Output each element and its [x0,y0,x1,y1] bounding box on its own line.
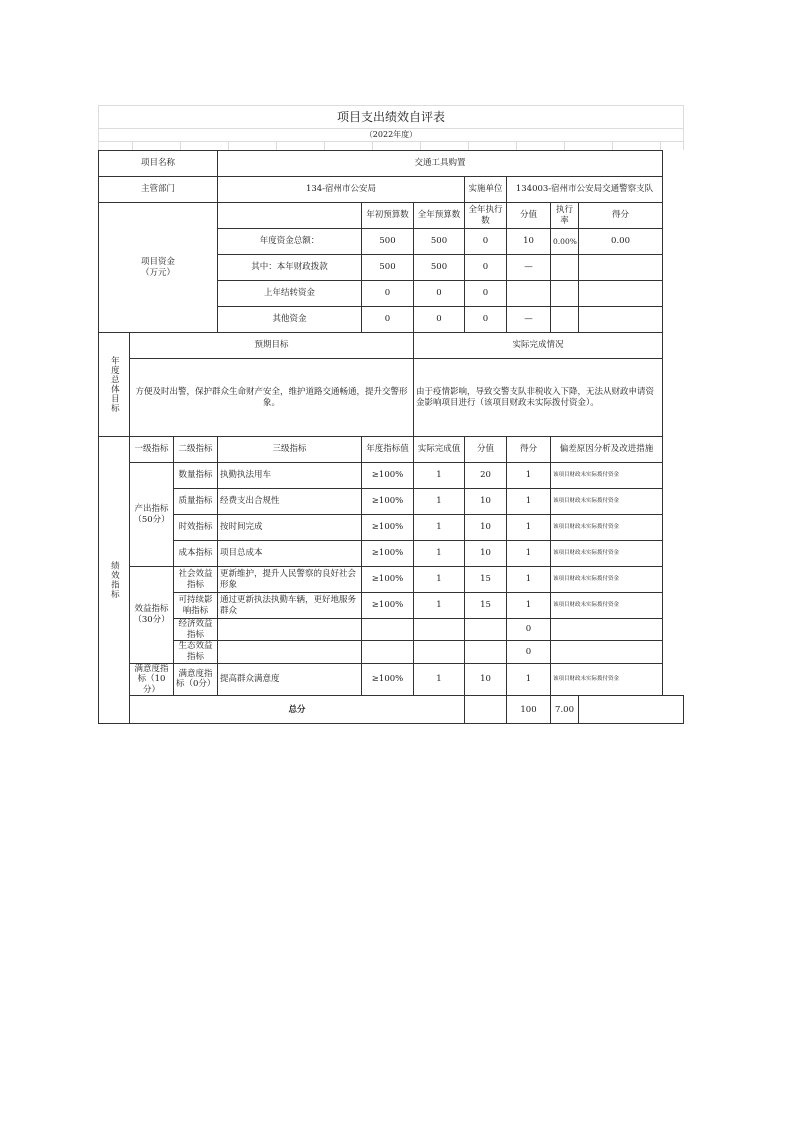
perf-score: 1 [507,489,551,515]
funds-row-rate [551,255,579,281]
perf-score-val: 10 [465,515,507,541]
perf-actual [414,619,465,641]
dept-value: 134-宿州市公安局 [218,177,465,203]
perf-score: 1 [507,593,551,619]
perf-target: ≥100% [362,463,414,489]
funds-label-line1: 项目资金 [141,256,176,267]
funds-row-score-val: — [507,255,551,281]
funds-row-annual: 500 [414,255,465,281]
perf-reason: 该项目财政未实际拨付资金 [551,567,663,593]
perf-score: 0 [507,641,551,663]
perf-l3: 更新维护，提升人民警察的良好社会形象 [218,567,362,593]
goals-header-row [99,333,684,359]
perf-label: 绩效指标 [99,437,130,724]
perf-reason: 该项目财政未实际拨付资金 [551,593,663,619]
funds-row-init: 0 [362,307,414,333]
perf-group-output: 产出指标（50分） [130,463,174,567]
dept-label: 主管部门 [99,177,218,203]
perf-score-val: 10 [465,663,507,696]
perf-actual: 1 [414,489,465,515]
evaluation-table [98,150,684,724]
total-blank [465,696,507,724]
funds-header-blank [218,203,362,229]
perf-l3: 通过更新执法执勤车辆，更好地服务群众 [218,593,362,619]
funds-header-annual: 全年预算数 [414,203,465,229]
perf-header-score-val: 分值 [465,437,507,463]
perf-l2: 社会效益指标 [174,567,218,593]
perf-group-satisfaction: 满意度指标（10分） [130,663,174,696]
perf-l2: 经济效益指标 [174,619,218,641]
perf-score: 1 [507,663,551,696]
perf-target: ≥100% [362,515,414,541]
perf-score-val [465,619,507,641]
perf-target: ≥100% [362,593,414,619]
perf-reason: 该项目财政未实际拨付资金 [551,489,663,515]
perf-reason [551,641,663,663]
funds-row-init: 500 [362,229,414,255]
funds-header-row [99,203,684,229]
total-reason-blank [579,696,684,724]
funds-row-rate [551,281,579,307]
funds-row-score: 0.00 [579,229,663,255]
perf-header-l3: 三级指标 [218,437,362,463]
perf-header-score: 得分 [507,437,551,463]
funds-row-rate [551,307,579,333]
funds-row-label: 上年结转资金 [218,281,362,307]
funds-row-init: 0 [362,281,414,307]
perf-score: 0 [507,619,551,641]
goals-actual-header: 实际完成情况 [414,333,663,359]
perf-actual: 1 [414,567,465,593]
perf-header-target: 年度指标值 [362,437,414,463]
funds-row-label: 年度资金总额： [218,229,362,255]
evaluation-sheet [98,105,684,724]
project-name-label: 项目名称 [99,151,218,177]
perf-score: 1 [507,541,551,567]
perf-l3: 按时间完成 [218,515,362,541]
perf-actual: 1 [414,593,465,619]
funds-header-rate: 执行率 [551,203,579,229]
perf-target [362,641,414,663]
perf-score-val: 15 [465,593,507,619]
perf-row [99,663,684,696]
perf-target [362,619,414,641]
perf-score-val: 10 [465,541,507,567]
impl-unit-value: 134003-宿州市公安局交通警察支队 [507,177,663,203]
perf-l2: 质量指标 [174,489,218,515]
perf-score: 1 [507,515,551,541]
perf-row [99,541,684,567]
total-score-val: 100 [507,696,551,724]
funds-row-score [579,255,663,281]
blank-grid-row [98,141,684,150]
perf-row [99,619,684,641]
perf-score-val: 10 [465,489,507,515]
perf-score: 1 [507,567,551,593]
funds-row-score-val [507,281,551,307]
perf-l3: 项目总成本 [218,541,362,567]
perf-score: 1 [507,463,551,489]
perf-row [99,463,684,489]
funds-header-init: 年初预算数 [362,203,414,229]
project-name-value: 交通工具购置 [218,151,663,177]
perf-header-l2: 二级指标 [174,437,218,463]
perf-row [99,489,684,515]
perf-l3 [218,619,362,641]
funds-row-score [579,307,663,333]
perf-target: ≥100% [362,567,414,593]
perf-header-actual: 实际完成值 [414,437,465,463]
perf-reason: 该项目财政未实际拨付资金 [551,515,663,541]
perf-l3: 提高群众满意度 [218,663,362,696]
impl-unit-label: 实施单位 [465,177,507,203]
project-name-row [99,151,684,177]
perf-l2: 生态效益指标 [174,641,218,663]
perf-reason: 该项目财政未实际拨付资金 [551,463,663,489]
funds-row-exec: 0 [465,255,507,281]
perf-row [99,515,684,541]
goals-label: 年度总体目标 [99,333,130,437]
funds-row-rate: 0.00% [551,229,579,255]
perf-l3: 执勤执法用车 [218,463,362,489]
total-label: 总分 [130,696,465,724]
funds-row-annual: 0 [414,281,465,307]
goals-expected-header: 预期目标 [130,333,414,359]
perf-l3 [218,641,362,663]
perf-score-val [465,641,507,663]
department-row [99,177,684,203]
funds-row-label: 其中：本年财政拨款 [218,255,362,281]
perf-row [99,567,684,593]
perf-target: ≥100% [362,541,414,567]
funds-label [99,203,218,333]
perf-score-val: 15 [465,567,507,593]
perf-row [99,641,684,663]
perf-reason: 该项目财政未实际拨付资金 [551,541,663,567]
funds-row-score-val: 10 [507,229,551,255]
funds-row-init: 500 [362,255,414,281]
perf-actual [414,641,465,663]
perf-l2: 时效指标 [174,515,218,541]
perf-header-l1: 一级指标 [130,437,174,463]
perf-l2: 成本指标 [174,541,218,567]
perf-reason: 该项目财政未实际拨付资金 [551,663,663,696]
year-label: （2022年度） [98,128,684,141]
total-row [99,696,684,724]
perf-target: ≥100% [362,489,414,515]
total-score: 7.00 [551,696,579,724]
goals-expected-text: 方便及时出警，保护群众生命财产安全，维护道路交通畅通，提升交警形象。 [130,359,414,437]
funds-row-annual: 500 [414,229,465,255]
perf-l2: 数量指标 [174,463,218,489]
perf-actual: 1 [414,515,465,541]
perf-actual: 1 [414,463,465,489]
perf-header-row [99,437,684,463]
perf-reason [551,619,663,641]
funds-header-score: 得分 [579,203,663,229]
perf-score-val: 20 [465,463,507,489]
perf-actual: 1 [414,663,465,696]
page-title: 项目支出绩效自评表 [98,105,684,128]
funds-header-score-val: 分值 [507,203,551,229]
perf-row [99,593,684,619]
funds-header-exec: 全年执行数 [465,203,507,229]
funds-row-score [579,281,663,307]
goals-actual-text: 由于疫情影响，导致交警支队非税收入下降，无法从财政申请资金影响项目进行（该项目财政未实际拨付资金）。 [414,359,663,437]
perf-header-reason: 偏差原因分析及改进措施 [551,437,663,463]
funds-row-score-val: — [507,307,551,333]
funds-row-label: 其他资金 [218,307,362,333]
perf-group-benefit: 效益指标（30分） [130,567,174,664]
funds-row-exec: 0 [465,281,507,307]
funds-row-annual: 0 [414,307,465,333]
funds-row-exec: 0 [465,229,507,255]
perf-l2: 满意度指标（0分） [174,663,218,696]
funds-label-line2: （万元） [141,267,176,278]
funds-row-exec: 0 [465,307,507,333]
perf-l2: 可持续影响指标 [174,593,218,619]
perf-l3: 经费支出合规性 [218,489,362,515]
goals-content-row [99,359,684,437]
perf-target: ≥100% [362,663,414,696]
perf-actual: 1 [414,541,465,567]
